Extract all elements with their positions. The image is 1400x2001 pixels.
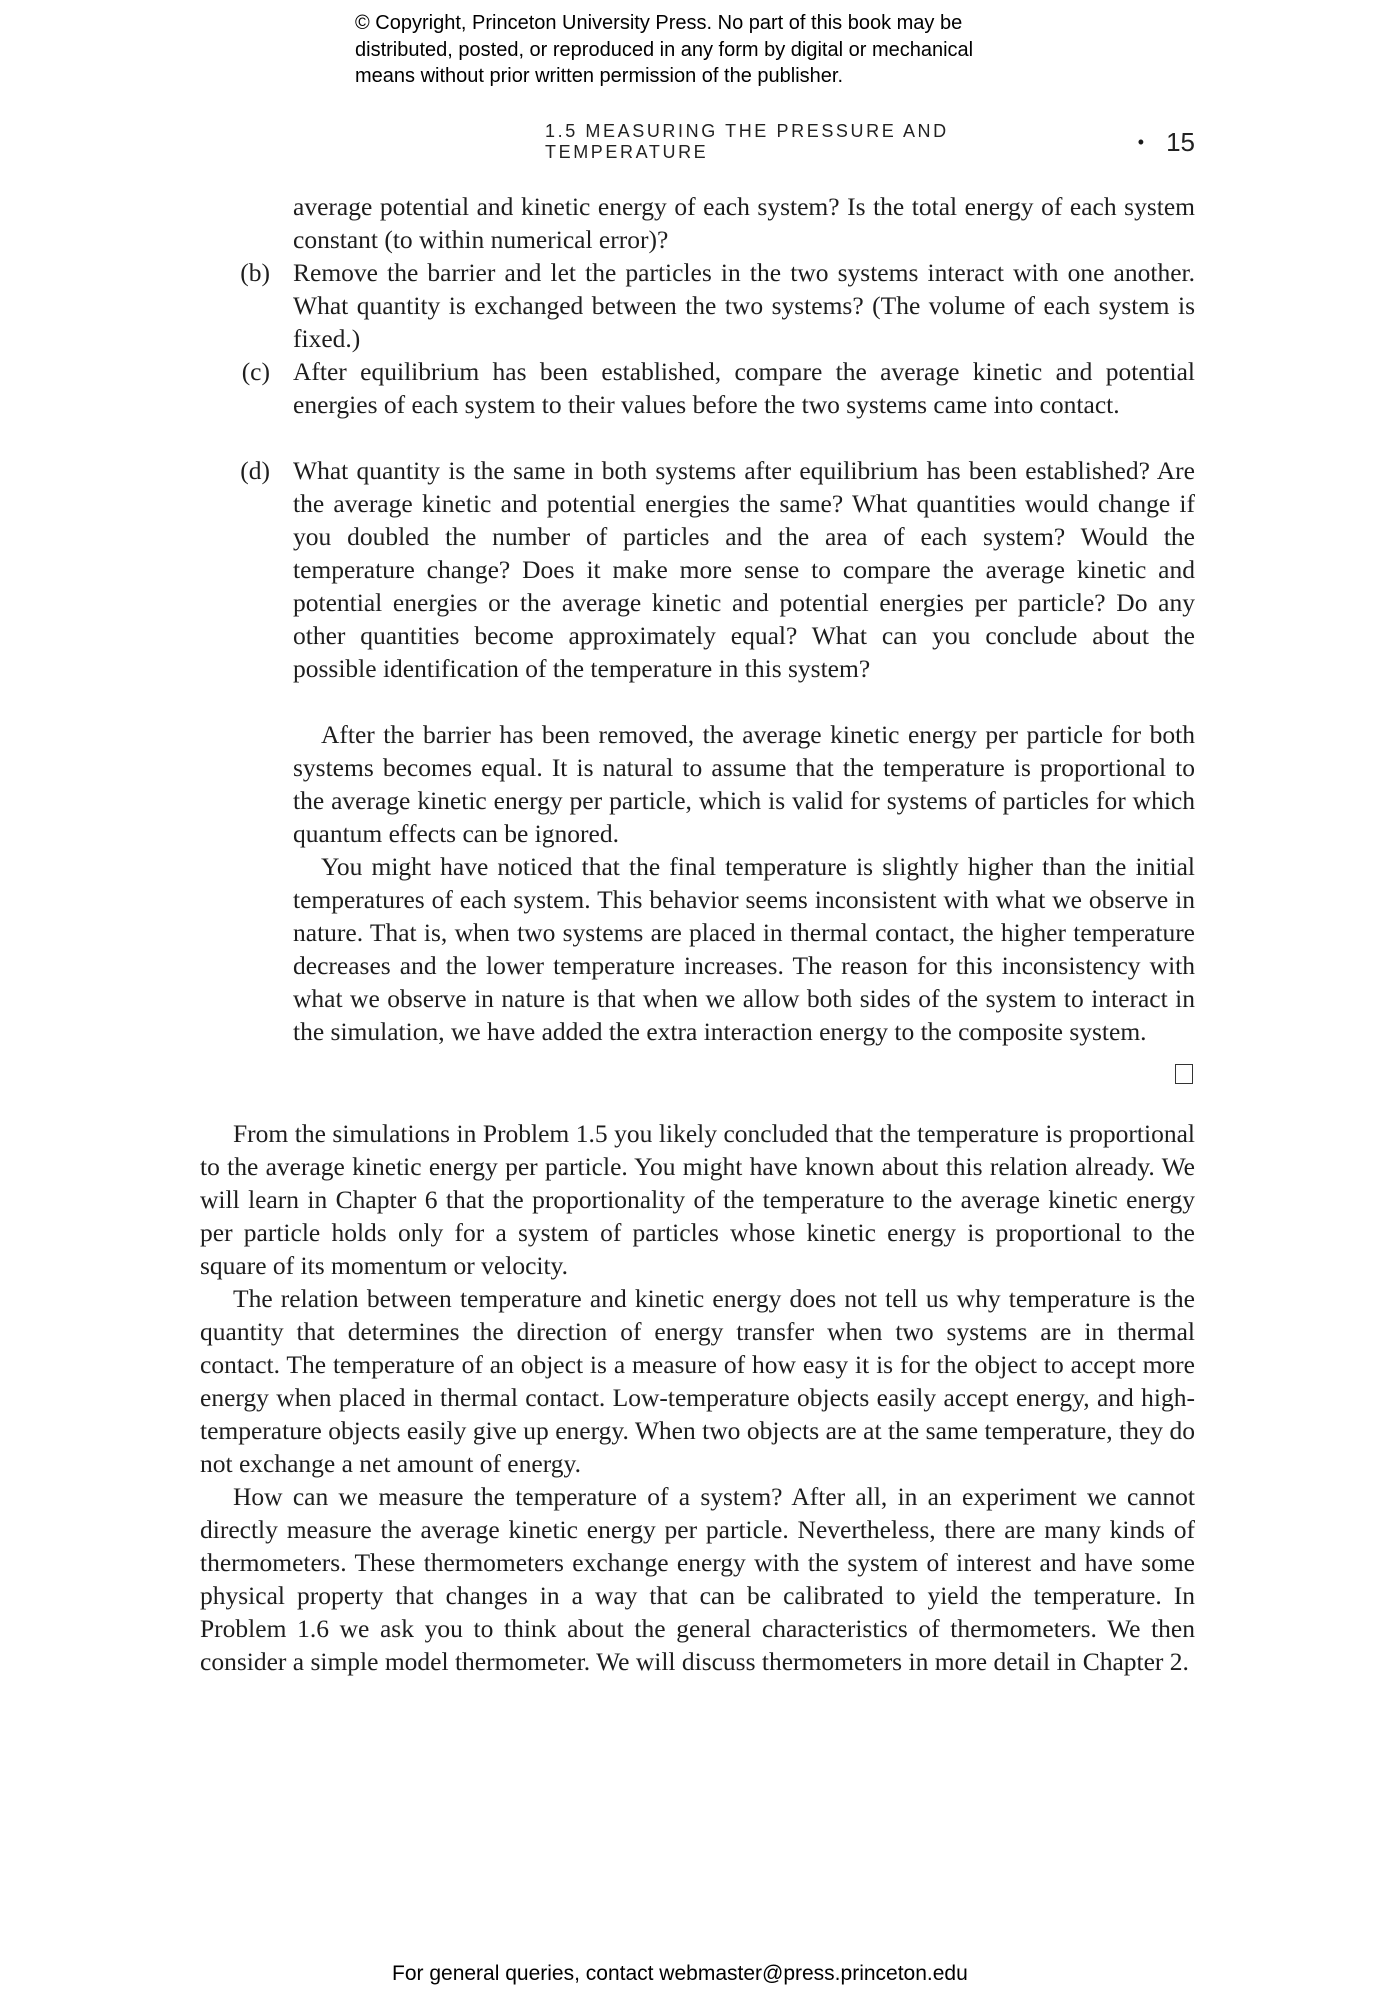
main-text <box>200 1117 1195 1678</box>
problem-item-c <box>200 355 1195 421</box>
item-text: What quantity is the same in both systems after equilibrium has been established? Are the average kinetic and potential energies the same? What quantities would change if you doubled the number of particles and the area of each system? Would the temperature change? Does it make more sense to compare the average kinetic and potential energies or the average kinetic and potential energies per particle? Do any other quantities become approximately equal? What can you conclude about the possible identification of the temperature in this system? <box>293 456 1195 683</box>
item-label: (c) <box>241 357 270 386</box>
end-of-problem-icon <box>1175 1064 1193 1084</box>
paragraph-1: From the simulations in Problem 1.5 you likely concluded that the temperature is proportional to the average kinetic energy per particle. You might have known about this relation already. We will learn in Chapter 6 that the proportionality of the temperature to the average kinetic energy per particle holds only for a system of particles whose kinetic energy is proportional to the square of its momentum or velocity. <box>200 1119 1195 1280</box>
item-label: (b) <box>240 258 270 287</box>
paragraph-3: How can we measure the temperature of a system? After all, in an experiment we cannot directly measure the average kinetic energy per particle. Nevertheless, there are many kinds of thermometers. These thermometers exchange energy with the system of interest and have some physical property that changes in a way that can be calibrated to yield the temperature. In Problem 1.6 we ask you to think about the general characteristics of thermometers. We then consider a simple model thermometer. We will discuss thermometers in more detail in Chapter 2. <box>200 1482 1195 1676</box>
footer-contact: For general queries, contact webmaster@press.princeton.edu <box>392 1962 968 1985</box>
running-head <box>545 121 1195 162</box>
item-text: After equilibrium has been established, compare the average kinetic and potential energies of each system to their values before the two systems came into contact. <box>293 357 1195 419</box>
item-text: Remove the barrier and let the particles in the two systems interact with one another. What quantity is exchanged between the two systems? (The volume of each system is fixed.) <box>293 258 1195 353</box>
copyright-line-1: © Copyright, Princeton University Press. No part of this book may be <box>355 12 963 34</box>
copyright-notice <box>355 10 1075 90</box>
solution-paragraph-2 <box>200 850 1195 1048</box>
copyright-line-3: means without prior written permission of the publisher. <box>355 65 844 87</box>
paragraph-2: The relation between temperature and kinetic energy does not tell us why temperature is the quantity that determines the direction of energy transfer when two systems are in thermal contact. The temperature of an object is a measure of how easy it is for the object to accept more energy when placed in thermal contact. Low-temperature objects easily accept energy, and high-temperature objects easily give up energy. When two objects are at the same temperature, they do not exchange a net amount of energy. <box>200 1284 1195 1478</box>
page-number: 15 <box>1166 126 1195 157</box>
problem-item-b <box>200 256 1195 355</box>
copyright-line-2: distributed, posted, or reproduced in any form by digital or mechanical <box>355 38 974 61</box>
bullet-separator: • <box>1137 131 1145 152</box>
solution-paragraph-1 <box>200 718 1195 850</box>
problem-item-d <box>200 454 1195 685</box>
item-label: (d) <box>240 456 270 485</box>
section-title: 1.5 MEASURING THE PRESSURE AND TEMPERATURE <box>545 121 949 162</box>
item-a-text: average potential and kinetic energy of each system? Is the total energy of each system constant (to within numerical error)? <box>293 192 1195 254</box>
solution-text: You might have noticed that the final temperature is slightly higher than the initial temperatures of each system. This behavior seems inconsistent with what we observe in nature. That is, when two systems are placed in thermal contact, the higher temperature decreases and the lower temperature increases. The reason for this inconsistency with what we observe in nature is that when we allow both sides of the system to interact in the simulation, we have added the extra interaction energy to the composite system. <box>293 852 1195 1046</box>
solution-text: After the barrier has been removed, the average kinetic energy per particle for both systems becomes equal. It is natural to assume that the temperature is proportional to the average kinetic energy per particle, which is valid for systems of particles for which quantum effects can be ignored. <box>293 720 1195 848</box>
problem-item-a-continuation <box>200 190 1195 256</box>
